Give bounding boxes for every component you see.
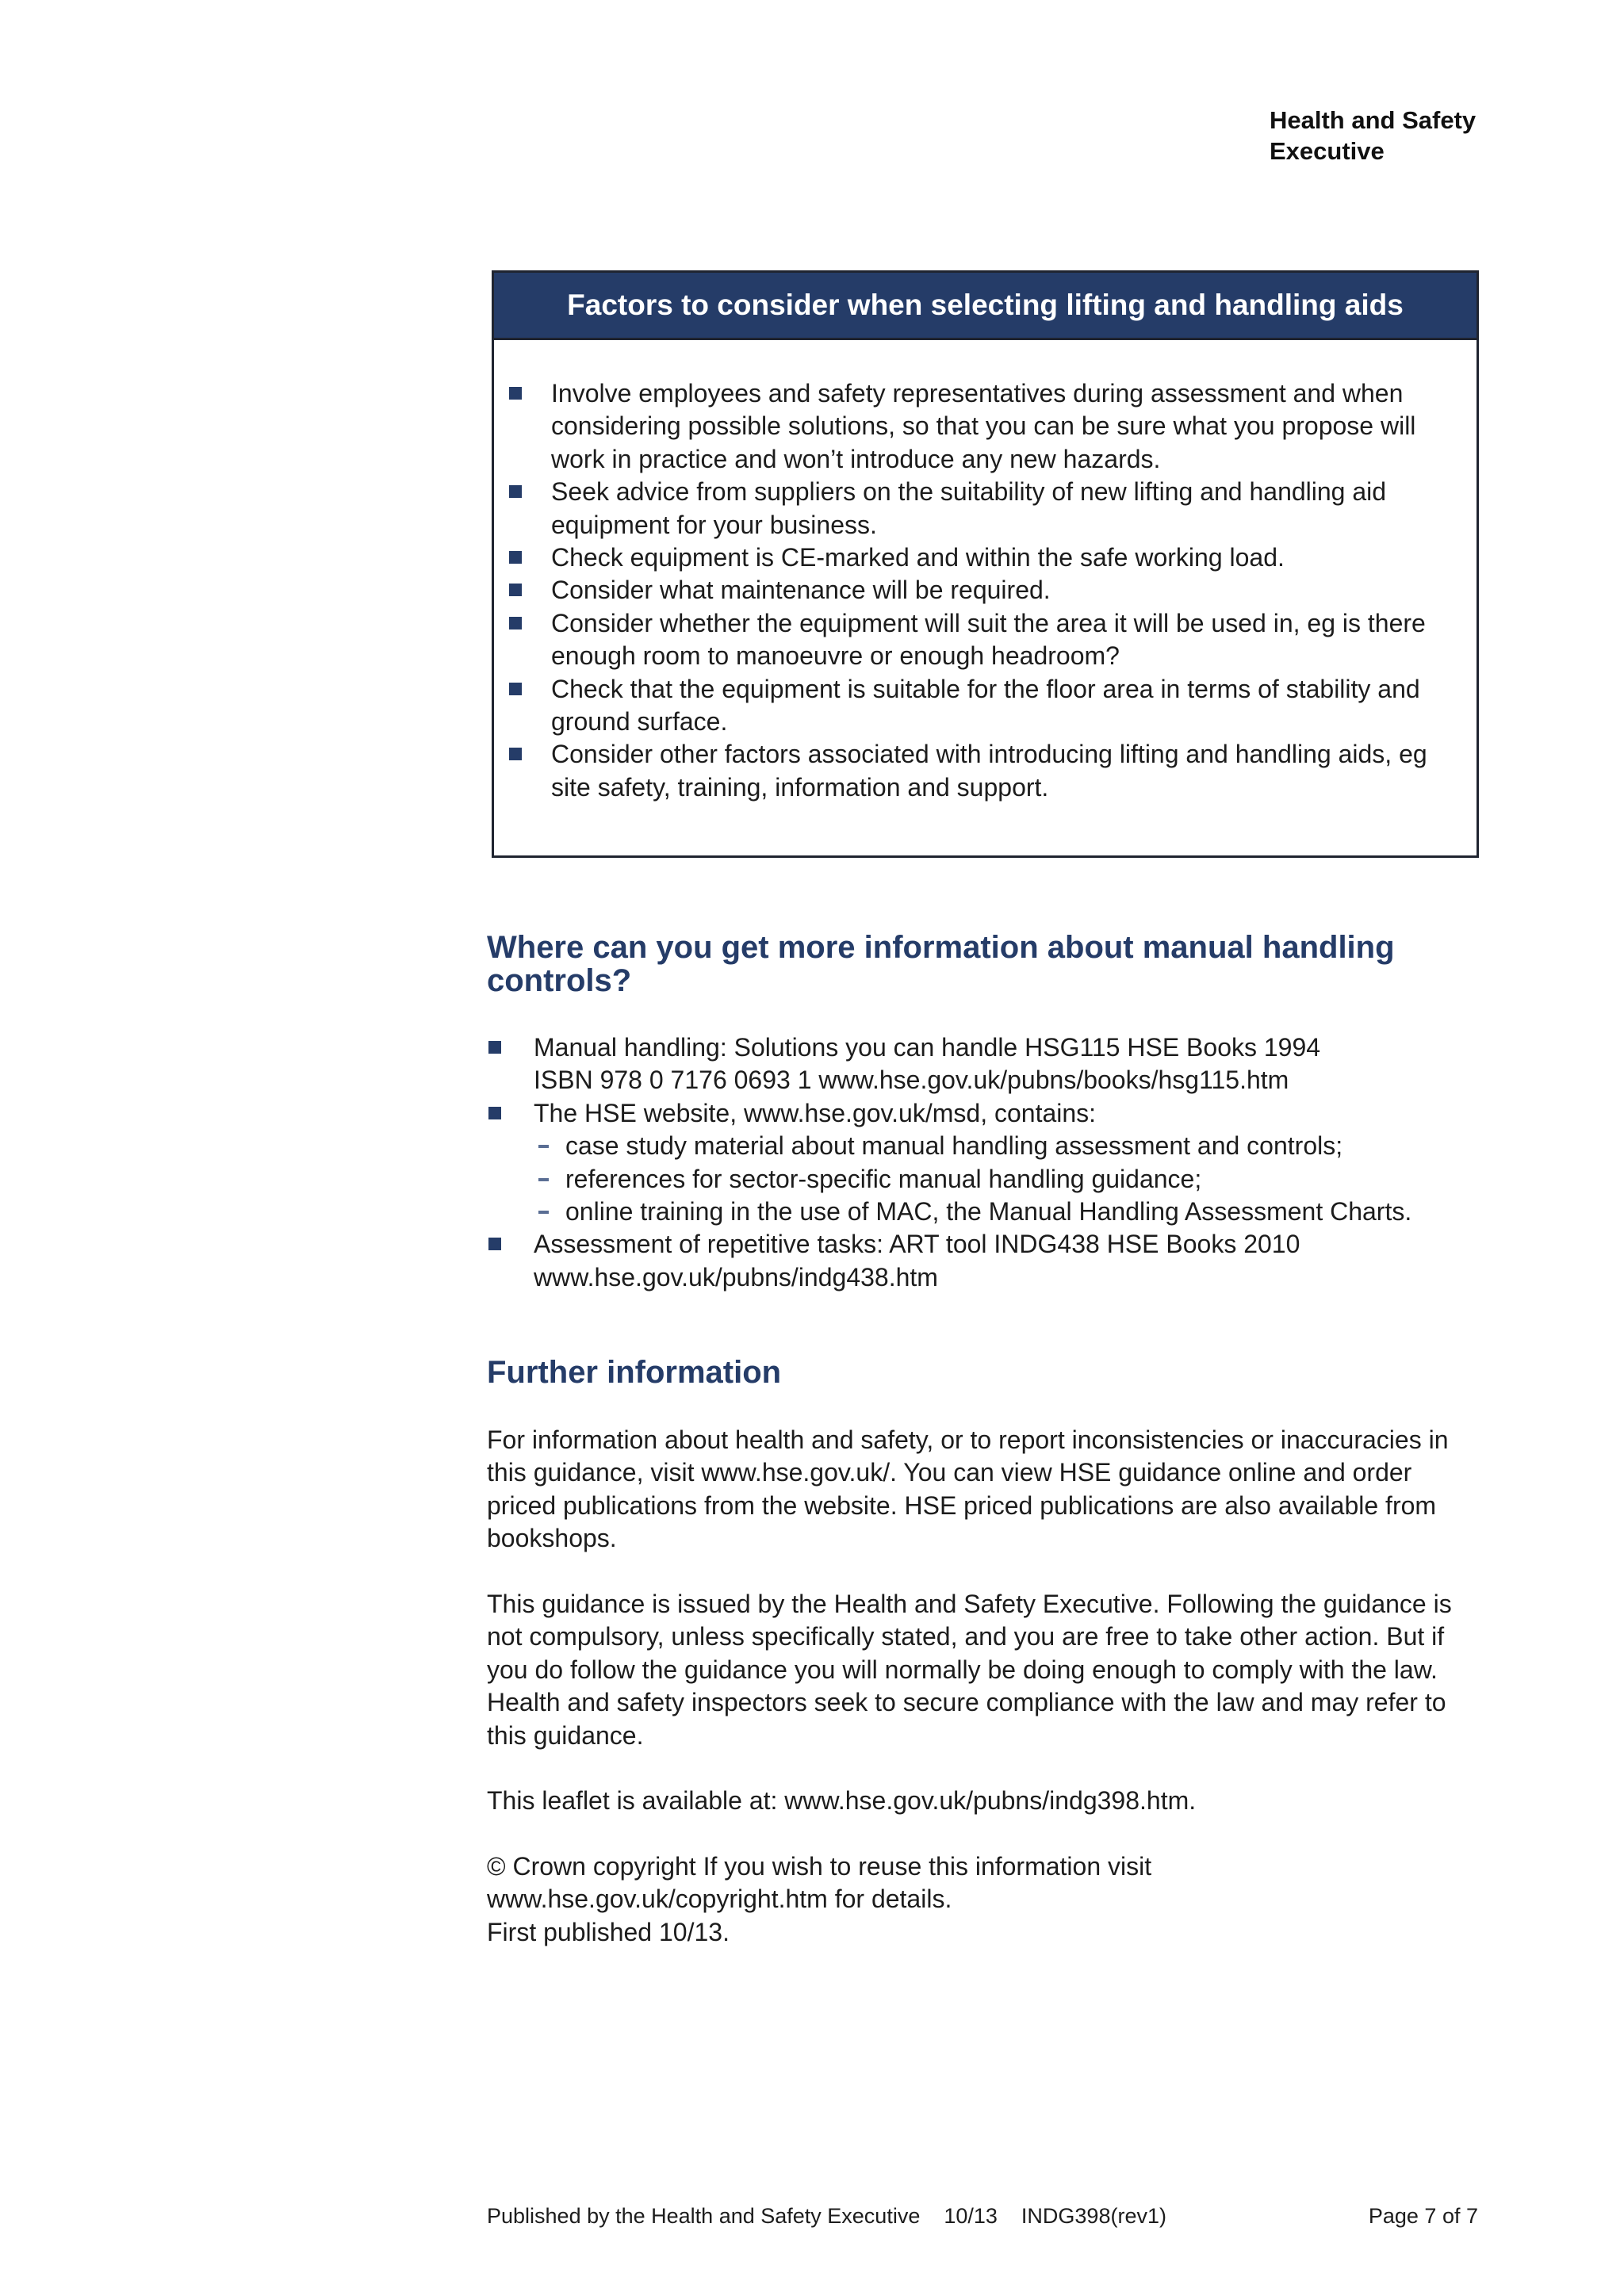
list-item-text: Check equipment is CE-marked and within the safe working load. xyxy=(551,543,1285,572)
brand-line-1: Health and Safety xyxy=(1270,106,1477,134)
list-item xyxy=(508,476,1471,541)
sub-list-item xyxy=(534,1196,1486,1228)
sub-list xyxy=(534,1130,1486,1228)
further-info-heading: Further information xyxy=(487,1355,782,1390)
square-bullet-icon xyxy=(509,617,522,629)
sub-list-item-text: references for sector-specific manual handling guidance; xyxy=(565,1164,1202,1193)
more-info-heading: Where can you get more information about manual handling controls? xyxy=(487,930,1395,998)
list-item xyxy=(508,607,1471,673)
list-item-text: ISBN 978 0 7176 0693 1 www.hse.gov.uk/pubns/books/hsg115.htm xyxy=(534,1066,1289,1095)
square-bullet-icon xyxy=(509,683,522,695)
copyright-line: © Crown copyright If you wish to reuse this information visit xyxy=(487,1852,1152,1881)
sub-list-item-text: case study material about manual handling assessment and controls; xyxy=(565,1131,1343,1161)
factors-box-title: Factors to consider when selecting lifting and handling aids xyxy=(494,273,1477,340)
list-item xyxy=(508,574,1471,607)
further-info-paragraph-2: This guidance is issued by the Health and Safety Executive. Following the guidance is not compulsory, unless specifically stated, and you are free to take other action. But if you do follow the guidance you will normally be doing enough to comply with the law. Health and safety inspectors seek to secure compliance with the law and may refer to this guidance. xyxy=(487,1590,1452,1750)
list-item xyxy=(508,738,1471,804)
factors-box xyxy=(492,270,1479,858)
leaflet-availability: This leaflet is available at: www.hse.gov.uk/pubns/indg398.htm. xyxy=(487,1786,1197,1815)
list-item-text: Assessment of repetitive tasks: ART tool INDG438 HSE Books 2010 xyxy=(534,1230,1300,1259)
dash-bullet-icon xyxy=(538,1211,549,1214)
first-published: First published 10/13. xyxy=(487,1917,730,1946)
copyright-block xyxy=(487,1850,1486,1949)
list-item-text: Consider what maintenance will be required. xyxy=(551,576,1051,605)
sub-list-item xyxy=(534,1130,1486,1162)
square-bullet-icon xyxy=(488,1041,501,1054)
square-bullet-icon xyxy=(488,1107,501,1119)
list-item-text: Seek advice from suppliers on the suitability of new lifting and handling aid equipment for your business. xyxy=(551,477,1387,539)
hse-brand xyxy=(1270,105,1476,166)
sub-list-item-text: online training in the use of MAC, the Manual Handling Assessment Charts. xyxy=(565,1197,1412,1226)
list-item xyxy=(508,673,1471,739)
list-item xyxy=(487,1031,1486,1097)
square-bullet-icon xyxy=(509,387,522,400)
list-item-text: Consider other factors associated with introducing lifting and handling aids, eg site safety, training, information and support. xyxy=(551,740,1427,802)
list-item xyxy=(508,377,1471,476)
more-info-list xyxy=(487,1031,1486,1294)
page-number: Page 7 of 7 xyxy=(1368,2204,1478,2228)
brand-line-2: Executive xyxy=(1270,137,1385,165)
list-item-text: Involve employees and safety representatives during assessment and when considering possible solutions, so that you can be sure what you propose will work in practice and won’t introduce any new hazards. xyxy=(551,379,1416,473)
further-info-paragraph-1: For information about health and safety, or to report inconsistencies or inaccuracies in this guidance, visit www.hse.gov.uk/. You can view HSE guidance online and order priced publications from the website. HSE priced publications are also available from bookshops. xyxy=(487,1425,1449,1553)
dash-bullet-icon xyxy=(538,1145,549,1148)
list-item xyxy=(487,1228,1486,1294)
list-item-text: Manual handling: Solutions you can handle HSG115 HSE Books 1994 xyxy=(534,1033,1321,1062)
square-bullet-icon xyxy=(509,748,522,760)
list-item-text: www.hse.gov.uk/pubns/indg438.htm xyxy=(534,1262,938,1292)
sub-list-item xyxy=(534,1163,1486,1196)
square-bullet-icon xyxy=(509,551,522,564)
square-bullet-icon xyxy=(509,485,522,498)
square-bullet-icon xyxy=(488,1238,501,1250)
list-item xyxy=(487,1097,1486,1229)
list-item-text: Consider whether the equipment will suit the area it will be used in, eg is there enough room to manoeuvre or enough headroom? xyxy=(551,608,1426,671)
square-bullet-icon xyxy=(509,584,522,596)
list-item-text: Check that the equipment is suitable for the floor area in terms of stability and ground surface. xyxy=(551,674,1420,737)
dash-bullet-icon xyxy=(538,1178,549,1181)
factors-list xyxy=(508,377,1471,804)
copyright-line: www.hse.gov.uk/copyright.htm for details. xyxy=(487,1885,952,1914)
list-item-text: The HSE website, www.hse.gov.uk/msd, contains: xyxy=(534,1098,1097,1127)
list-item xyxy=(508,541,1471,574)
footer-publisher: Published by the Health and Safety Executive 10/13 INDG398(rev1) xyxy=(487,2204,1166,2228)
